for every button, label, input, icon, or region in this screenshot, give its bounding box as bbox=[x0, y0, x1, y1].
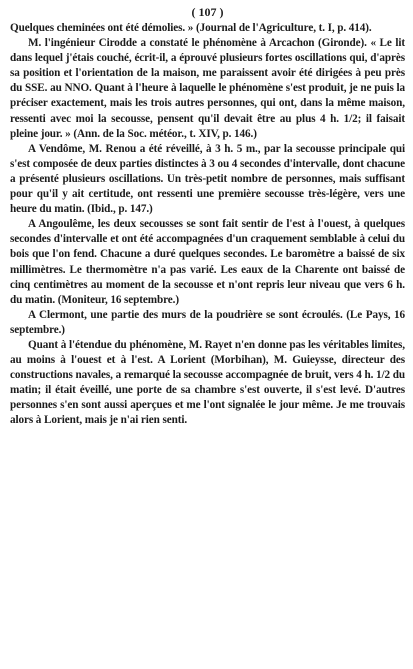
paragraph-journal: Quelques cheminées ont été démolies. » (Journal de l'Agriculture, t. I, p. 414). bbox=[10, 22, 372, 34]
paragraph-lorient: Quant à l'étendue du phénomène, M. Rayet n'en donne pas les véritables limites, au moins à l'ouest et à l'est. A Lorient (Morbihan), M. Guieysse, directeur des constructions navales, a remarqué la secousse accompagnée de bruit, vers 4 h. 1/2 du matin; il était éveillé, une porte de sa chambre s'est ouverte, il s'est levé. D'autres personnes s'en sont aussi aperçues et me l'ont signalée le jour même. Je me trouvais alors à Lorient, mais je n'ai rien senti. bbox=[10, 338, 405, 427]
paragraph-clermont: A Clermont, une partie des murs de la poudrière se sont écroulés. (Le Pays, 16 septembre.) bbox=[10, 308, 405, 336]
paragraph-vendome: A Vendôme, M. Renou a été réveillé, à 3 h. 5 m., par la secousse principale qui s'est composée de deux parties distinctes à 3 ou 4 secondes d'intervalle, dont chacune a présenté plusieurs oscillations. Un très-petit nombre de personnes, mais suffisant pour qu'il y ait certitude, ont ressenti une première secousse très-légère, vers une heure du matin. (Ibid., p. 147.) bbox=[10, 142, 405, 216]
paragraph-angouleme: A Angoulême, les deux secousses se sont fait sentir de l'est à l'ouest, à quelques secondes d'intervalle et ont été accompagnées d'un craquement semblable à celui du bois que l'on fend. Chacune a duré quelques secondes. Le baromètre a baissé de six millimètres. Le thermomètre n'a pas varié. Les eaux de la Charente ont baissé de cinq centimètres au moment de la secousse et n'ont repris leur niveau que vers 6 h. du matin. (Moniteur, 16 septembre.) bbox=[10, 218, 405, 306]
paragraph-arcachon: M. l'ingénieur Cirodde a constaté le phénomène à Arcachon (Gironde). « Le lit dans lequel j'étais couché, écrit-il, a éprouvé plusieurs fortes oscillations qui, d'après sa position et l'orientation de la maison, me paraissent avoir été dirigées à peu près du SSE. au NNO. Quant à l'heure à laquelle le phénomène s'est produit, je ne puis la préciser exactement, mais les trois autres personnes, qui ont, dans la même maison, ressenti avec moi la secousse, pensent qu'il devait être au plus 4 h. 1/2; il faisait pleine jour. » (Ann. de la Soc. météor., t. XIV, p. 146.) bbox=[10, 37, 405, 140]
page-number: ( 107 ) bbox=[191, 5, 224, 19]
